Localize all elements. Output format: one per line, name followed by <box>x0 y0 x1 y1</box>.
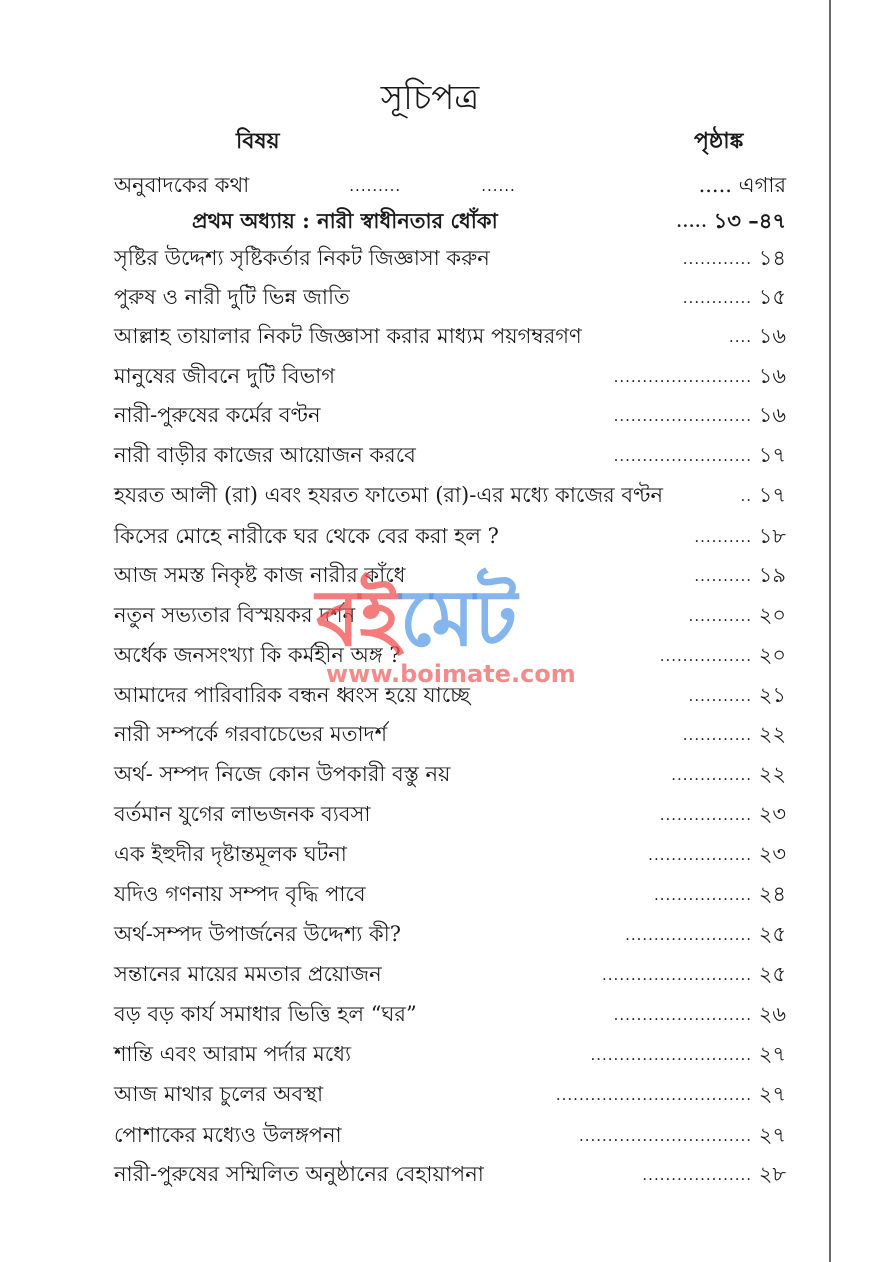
toc-entry-leader: .............. <box>671 766 752 784</box>
toc-entry-title: সৃষ্টির উদ্দেশ্য সৃষ্টিকর্তার নিকট জিজ্ঞাসা করুন <box>114 245 490 270</box>
toc-entry-leader: ........................ <box>613 368 752 386</box>
toc-entry-title: পোশাকের মধ্যেও উলঙ্গপনা <box>114 1122 342 1147</box>
toc-entry-page-number: ১৭ <box>758 482 786 507</box>
toc-entry-page-number: ১৬ <box>758 402 786 427</box>
toc-entry-leader: ........................ <box>613 447 752 465</box>
toc-entry-leader: ...... <box>481 177 516 195</box>
toc-entry-title: শান্তি এবং আরাম পর্দার মধ্যে <box>114 1041 352 1066</box>
toc-entry-title: এক ইহুদীর দৃষ্টান্তমূলক ঘটনা <box>114 841 347 866</box>
page-title: সূচিপত্র <box>380 78 480 118</box>
toc-entry-title: নারী-পুরুষের সম্মিলিত অনুষ্ঠানের বেহায়াপনা <box>114 1161 484 1186</box>
toc-entry-leader: ...................... <box>625 926 752 944</box>
toc-chapter-heading <box>114 203 786 241</box>
toc-entry-title: অর্থ-সম্পদ উপার্জনের উদ্দেশ্য কী? <box>114 921 401 946</box>
toc-entry-leader: ........... <box>688 607 752 625</box>
toc-entry-page-number: ২০ <box>758 602 786 627</box>
toc-entry <box>114 477 786 515</box>
toc-entry-title: প্রথম অধ্যায় : নারী স্বাধীনতার ধোঁকা <box>192 207 498 233</box>
toc-entry-page-number: ২৬ <box>758 1001 786 1026</box>
toc-entry-page-number: ২৭ <box>758 1122 786 1147</box>
toc-entry-leader: ................ <box>659 647 752 665</box>
toc-entry-page-number: ১৮ <box>758 523 786 548</box>
toc-entry-page-number: ২০ <box>758 642 786 667</box>
toc-entry <box>114 876 786 914</box>
toc-entry-title: মানুষের জীবনে দুটি বিভাগ <box>114 363 336 388</box>
column-header-subject: বিষয় <box>236 128 280 154</box>
toc-entry-page-number: ২৪ <box>758 881 786 906</box>
toc-entry-leader: .................................. <box>555 1086 752 1104</box>
toc-entry-page-number: ২২ <box>758 761 786 786</box>
toc-entry <box>114 1156 786 1194</box>
toc-entry <box>114 318 786 356</box>
toc-entry-title: অর্ধেক জনসংখ্যা কি কর্মহীন অঙ্গ ? <box>114 642 401 667</box>
toc-entry-leader: ..... <box>676 213 708 231</box>
toc-entry-page-number: ২৭ <box>758 1041 786 1066</box>
toc-entry-title: আল্লাহ তায়ালার নিকট জিজ্ঞাসা করার মাধ্যম পয়গম্বরগণ <box>114 323 582 348</box>
toc-entry-title: পুরুষ ও নারী দুটি ভিন্ন জাতি <box>114 284 350 309</box>
toc-entry-leader: ............................ <box>590 1046 752 1064</box>
toc-entry-leader: .. <box>740 487 752 505</box>
toc-entry <box>114 557 786 595</box>
toc-entry-title: নারী সম্পর্কে গরবাচেভের মতাদর্শ <box>114 721 388 746</box>
watermark-logo-part2: মেট <box>400 574 518 664</box>
watermark-logo-part1: বই <box>316 574 400 664</box>
toc-entry <box>114 240 786 278</box>
toc-entry <box>114 279 786 317</box>
toc-entry-leader: ................. <box>653 886 752 904</box>
toc-entry <box>114 716 786 754</box>
toc-entry-page-number: ২৭ <box>758 1081 786 1106</box>
toc-entry-page-number: ..... এগার <box>698 172 786 197</box>
toc-entry <box>114 916 786 954</box>
toc-entry-title: নারী বাড়ীর কাজের আয়োজন করবে <box>114 442 416 467</box>
toc-entry-leader: .......... <box>694 528 752 546</box>
toc-entry-page-number: ১৭ <box>758 442 786 467</box>
toc-entry-leader: ................ <box>659 806 752 824</box>
toc-entry <box>114 597 786 635</box>
toc-entry-leader: ........................ <box>613 407 752 425</box>
toc-entry-leader: ........................ <box>613 1006 752 1024</box>
toc-entry <box>114 836 786 874</box>
toc-entry-page-number: ১৩ –৪৭ <box>713 207 786 233</box>
toc-entry-leader: .................. <box>648 846 752 864</box>
toc-entry-title: নতুন সভ্যতার বিস্ময়কর দর্শন <box>114 602 356 627</box>
toc-entry-title: বড় বড় কার্য সমাধার ভিত্তি হল “ঘর” <box>114 1001 417 1026</box>
toc-entry-leader: ............ <box>682 289 752 307</box>
toc-entry-page-number: ২৩ <box>758 801 786 826</box>
toc-entry <box>114 996 786 1034</box>
toc-entry-page-number: ২৫ <box>758 961 786 986</box>
toc-entry-title: যদিও গণনায় সম্পদ বৃদ্ধি পাবে <box>114 881 366 906</box>
toc-entry-title: আজ মাথার চুলের অবস্থা <box>114 1081 324 1106</box>
toc-entry <box>114 397 786 435</box>
toc-entry <box>114 756 786 794</box>
toc-entry-page-number: ১৫ <box>758 284 786 309</box>
toc-entry <box>114 437 786 475</box>
toc-entry <box>114 1076 786 1114</box>
toc-entry-leader: ........... <box>688 687 752 705</box>
toc-entry-title: বর্তমান যুগের লাভজনক ব্যবসা <box>114 801 371 826</box>
toc-entry-leader: .... <box>728 328 752 346</box>
toc-entry-leader: ................... <box>642 1166 752 1184</box>
toc-entry-title: সন্তানের মায়ের মমতার প্রয়োজন <box>114 961 382 986</box>
toc-entry-page-number: ২৩ <box>758 841 786 866</box>
toc-entry-title: নারী-পুরুষের কর্মের বণ্টন <box>114 402 321 427</box>
toc-entry-page-number: ২৫ <box>758 921 786 946</box>
toc-entry-leader: ............ <box>682 726 752 744</box>
watermark-url: www.boimate.com <box>326 660 576 688</box>
toc-entry <box>114 358 786 396</box>
toc-entry <box>114 677 786 715</box>
toc-entry-title: হযরত আলী (রা) এবং হযরত ফাতেমা (রা)-এর মধ্যে কাজের বণ্টন <box>114 482 664 507</box>
toc-entry <box>114 796 786 834</box>
toc-entry-page-number: ১৪ <box>758 245 786 270</box>
toc-entry-title: আমাদের পারিবারিক বন্ধন ধ্বংস হয়ে যাচ্ছে <box>114 682 471 707</box>
toc-entry-title: অনুবাদকের কথা <box>114 172 250 197</box>
toc-entry-title: অর্থ- সম্পদ নিজে কোন উপকারী বস্তু নয় <box>114 761 451 786</box>
toc-entry-title: কিসের মোহে নারীকে ঘর থেকে বের করা হল ? <box>114 523 499 548</box>
column-header-page: পৃষ্ঠাঙ্ক <box>694 128 744 154</box>
toc-entry <box>114 956 786 994</box>
toc-entry-leader: .............................. <box>578 1127 752 1145</box>
toc-entry-page-number: ১৬ <box>758 323 786 348</box>
toc-entry-page-number: ১৬ <box>758 363 786 388</box>
toc-entry-title: আজ সমস্ত নিকৃষ্ট কাজ নারীর কাঁধে <box>114 562 406 587</box>
toc-entry <box>114 518 786 556</box>
toc-entry-page-number: ২২ <box>758 721 786 746</box>
toc-entry-page-number: ১৯ <box>758 562 786 587</box>
toc-entry-page-number: ২১ <box>758 682 786 707</box>
toc-entry-leader: ......... <box>349 177 402 195</box>
page-edge-line <box>829 0 831 1262</box>
toc-entry <box>114 1117 786 1155</box>
toc-entry <box>114 637 786 675</box>
toc-entry <box>114 167 786 205</box>
toc-entry-leader: .......... <box>694 567 752 585</box>
toc-entry-page-number: ২৮ <box>758 1161 786 1186</box>
toc-entry-leader: .......................... <box>602 966 752 984</box>
toc-entry <box>114 1036 786 1074</box>
toc-entry-leader: ............ <box>682 250 752 268</box>
